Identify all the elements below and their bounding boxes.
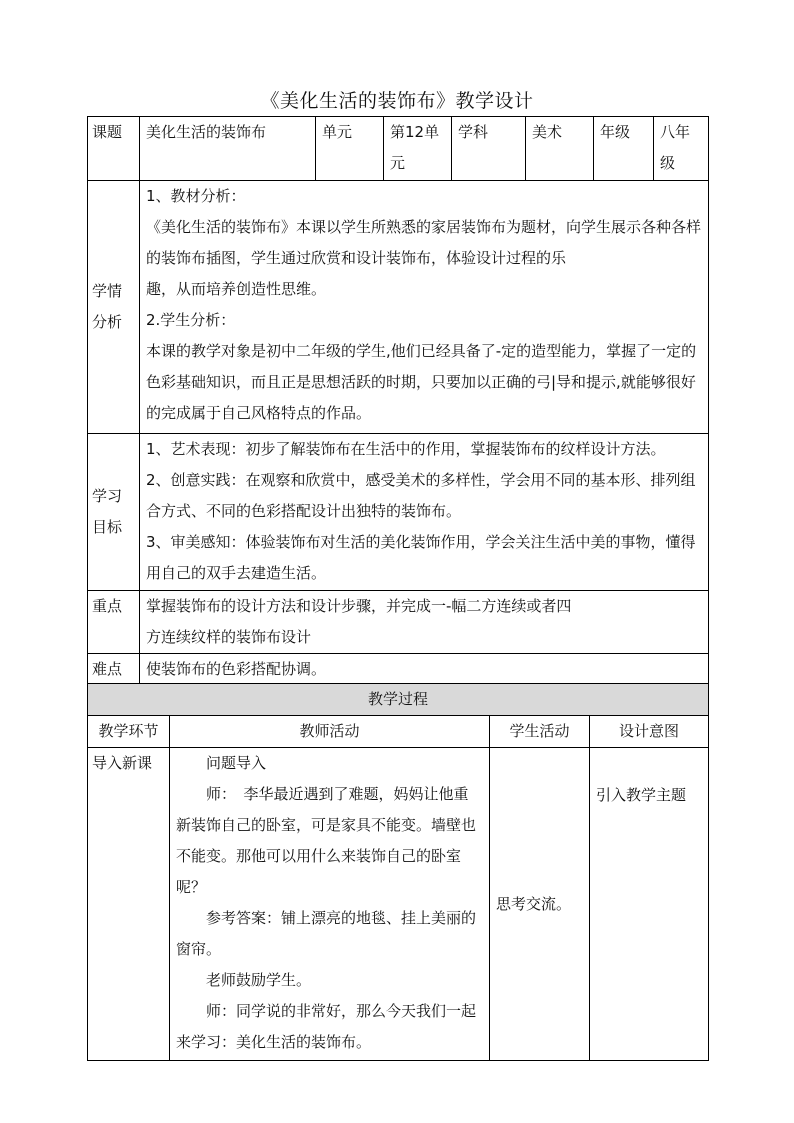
teacher-paragraph: 师：同学说的非常好，那么今天我们一起来学习：美化生活的装饰布。 [176,1002,477,1051]
subject-value: 美术 [526,117,594,181]
header-teacher: 教师活动 [170,716,490,748]
header-intent: 设计意图 [590,716,709,748]
lesson-info-table [87,116,709,686]
analysis-text-1: 《美化生活的装饰布》本课以学生所熟悉的家居装饰布为题材，向学生展示各种各样的装饰布插图，学生通过欣赏和设计装饰布，体验设计过程的乐 [146,218,702,267]
analysis-content [140,181,709,434]
difficulty-text: 使装饰布的色彩搭配协调。 [140,654,709,686]
topic-value: 美化生活的装饰布 [140,117,316,181]
design-intent-cell: 引入教学主题 [590,748,709,1061]
goal-item: 2、创意实践：在观察和欣赏中，感受美术的多样性，学会用不同的基本形、排列组合方式、不同的色彩搭配设计出独特的装饰布。 [146,471,696,520]
goals-content [140,434,709,591]
teacher-paragraph: 师： 李华最近遇到了难题，妈妈让他重新装饰自己的卧室，可是家具不能变。墙壁也不能变。那他可以用什么来装饰自己的卧室呢？ [176,785,477,896]
process-title-row [88,684,709,716]
goals-row [88,434,709,591]
unit-label: 单元 [316,117,384,181]
process-row [88,748,709,1061]
header-stage: 教学环节 [88,716,170,748]
info-row [88,117,709,181]
student-activity-cell: 思考交流。 [490,748,590,1061]
process-table [87,683,709,1061]
subject-label: 学科 [452,117,526,181]
grade-value: 八年级 [654,117,709,181]
process-header-row [88,716,709,748]
process-title: 教学过程 [88,684,709,716]
grade-label: 年级 [594,117,654,181]
analysis-label: 学情分析 [88,181,140,434]
teacher-activity-cell [170,748,490,1061]
header-student: 学生活动 [490,716,590,748]
key-points-row [88,591,709,654]
key-points-label: 重点 [88,591,140,654]
teacher-paragraph: 老师鼓励学生。 [206,971,312,989]
unit-value: 第12单元 [384,117,452,181]
topic-label: 课题 [88,117,140,181]
teacher-paragraph: 参考答案：铺上漂亮的地毯、挂上美丽的窗帘。 [176,909,477,958]
stage-cell: 导入新课 [88,748,170,1061]
document-title: 《美化生活的装饰布》教学设计 [260,90,534,112]
key-points-text-2: 方连续纹样的装饰布设计 [146,628,312,646]
goal-item: 1、艺术表现：初步了解装饰布在生活中的作用，掌握装饰布的纹样设计方法。 [146,440,666,458]
goal-item: 3、审美感知：体验装饰布对生活的美化装饰作用，学会关注生活中美的事物，懂得用自己的双手去建造生活。 [146,533,696,582]
key-points-text: 掌握装饰布的设计方法和设计步骤，并完成一-幅二方连续或者四 [146,597,572,615]
difficulty-row [88,654,709,686]
analysis-text-2: 本课的教学对象是初中二年级的学生,他们已经具备了-定的造型能力，掌握了一定的色彩基础知识，而且正是思想活跃的时期，只要加以正确的弓|导和提示,就能够很好的完成属于自己风格特点的作品。 [146,342,697,422]
analysis-row [88,181,709,434]
teacher-paragraph: 问题导入 [206,754,267,772]
analysis-text-1b: 趣，从而培养创造性思维。 [146,280,327,298]
difficulty-label: 难点 [88,654,140,686]
goals-label: 学习目标 [88,434,140,591]
analysis-heading-2: 2.学生分析： [146,311,236,329]
key-points-content [140,591,709,654]
analysis-heading-1: 1、教材分析： [146,187,246,205]
